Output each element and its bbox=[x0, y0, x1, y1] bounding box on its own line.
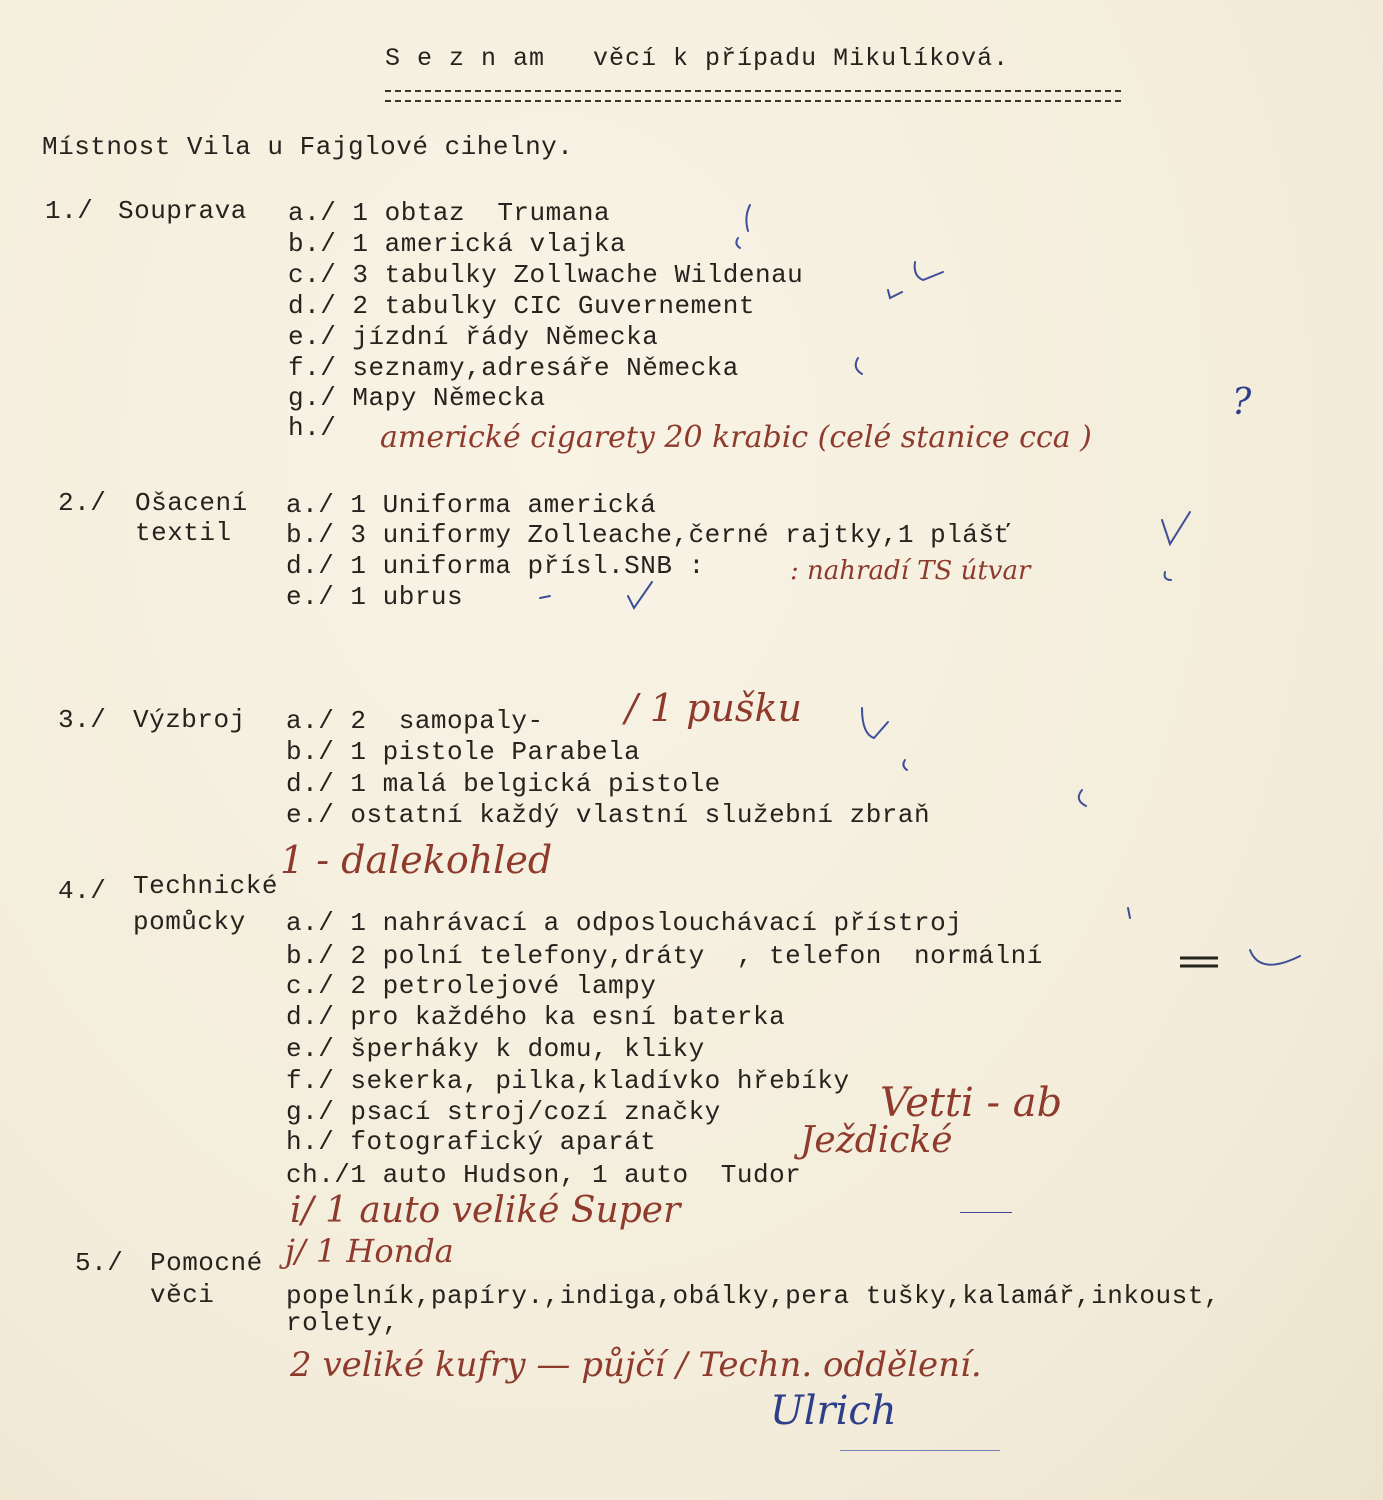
section-2-item-a: a./ 1 Uniforma americká bbox=[286, 490, 657, 520]
room-heading: Místnost Vila u Fajglové cihelny. bbox=[42, 132, 574, 162]
section-2-heading-line2: textil bbox=[135, 518, 232, 548]
check-mark-icon bbox=[888, 290, 902, 298]
check-mark-icon bbox=[1162, 512, 1190, 544]
section-4-item-ch: ch./1 auto Hudson, 1 auto Tudor bbox=[286, 1160, 802, 1190]
document-title: S e z n am věcí k případu Mikulíková. bbox=[385, 44, 1010, 73]
section-2-item-d: d./ 1 uniforma přísl.SNB : bbox=[286, 551, 705, 581]
section-1-item-a: a./ 1 obtaz Trumana bbox=[288, 198, 611, 228]
section-5-heading-line1: Pomocné bbox=[150, 1248, 263, 1278]
section-2-item-b: b./ 3 uniformy Zolleache,černé rajtky,1 plášť bbox=[286, 520, 1011, 550]
check-mark-icon bbox=[746, 205, 750, 231]
section-1-item-c: c./ 3 tabulky Zollwache Wildenau bbox=[288, 260, 804, 290]
handwritten-binoculars-note: 1 - dalekohled bbox=[280, 838, 553, 882]
section-5-items-line1: popelník,papíry.,indiga,obálky,pera tušky,kalamář,inkoust, bbox=[286, 1281, 1220, 1311]
section-1-heading: Souprava bbox=[118, 196, 247, 226]
check-mark-icon bbox=[856, 358, 862, 374]
section-4-item-e: e./ šperháky k domu, kliky bbox=[286, 1034, 705, 1064]
section-2-number: 2./ bbox=[58, 488, 107, 518]
handwritten-typewriter-note: Vetti - ab bbox=[880, 1080, 1063, 1126]
section-3-item-e: e./ ostatní každý vlastní služební zbraň bbox=[286, 800, 931, 830]
check-mark-icon bbox=[1128, 908, 1130, 918]
handwritten-car-super-note: i/ 1 auto veliké Super bbox=[290, 1190, 681, 1231]
section-5-items-line2: rolety, bbox=[286, 1308, 399, 1338]
section-4-item-g: g./ psací stroj/cozí značky bbox=[286, 1097, 721, 1127]
check-mark-icon bbox=[540, 596, 550, 598]
section-1-item-g: g./ Mapy Německa bbox=[288, 383, 546, 413]
section-4-item-b: b./ 2 polní telefony,dráty , telefon normální bbox=[286, 941, 1043, 971]
section-3-item-b: b./ 1 pistole Parabela bbox=[286, 737, 641, 767]
section-5-number: 5./ bbox=[75, 1248, 124, 1278]
section-4-item-h: h./ fotografický aparát bbox=[286, 1127, 657, 1157]
section-4-number: 4./ bbox=[58, 876, 107, 906]
check-mark-icon bbox=[862, 708, 888, 738]
handwritten-question-mark: ? bbox=[1232, 382, 1252, 423]
section-1-item-b: b./ 1 americká vlajka bbox=[288, 229, 627, 259]
check-mark-icon bbox=[915, 262, 943, 280]
check-mark-icon bbox=[903, 760, 907, 770]
section-2-item-e: e./ 1 ubrus bbox=[286, 582, 464, 612]
handwritten-snb-note: : nahradí TS útvar bbox=[790, 556, 1031, 586]
section-4-heading-line2: pomůcky bbox=[133, 907, 246, 937]
handwritten-honda-note: j/ 1 Honda bbox=[285, 1232, 454, 1270]
section-3-heading: Výzbroj bbox=[133, 705, 246, 735]
section-1-item-h: h./ bbox=[288, 413, 337, 443]
section-5-heading-line2: věci bbox=[150, 1280, 215, 1310]
section-4-item-d: d./ pro každého ka esní baterka bbox=[286, 1002, 786, 1032]
handwritten-camera-note: Ježdické bbox=[800, 1120, 953, 1161]
handwritten-suitcases-note: 2 veliké kufry — půjčí / Techn. oddělení. bbox=[290, 1345, 982, 1385]
check-mark-icon bbox=[628, 582, 652, 608]
section-3-number: 3./ bbox=[58, 705, 107, 735]
check-mark-icon bbox=[1165, 572, 1171, 580]
section-1-number: 1./ bbox=[45, 196, 94, 226]
section-4-item-f: f./ sekerka, pilka,kladívko hřebíky bbox=[286, 1066, 850, 1096]
check-mark-icon bbox=[736, 238, 740, 248]
section-2-heading-line1: Ošacení bbox=[135, 488, 248, 518]
section-4-item-c: c./ 2 petrolejové lampy bbox=[286, 971, 657, 1001]
section-4-heading-line1: Technické bbox=[133, 871, 278, 901]
strikeout-mark bbox=[1180, 958, 1218, 966]
section-3-item-d: d./ 1 malá belgická pistole bbox=[286, 769, 721, 799]
check-mark-icon bbox=[1250, 950, 1300, 965]
section-3-item-a: a./ 2 samopaly- bbox=[286, 706, 544, 736]
handwritten-rifle-note: / 1 pušku bbox=[625, 686, 802, 730]
handwritten-signature: Ulrich bbox=[770, 1388, 897, 1434]
check-mark-icon bbox=[1079, 790, 1086, 806]
section-4-item-a: a./ 1 nahrávací a odposlouchávací přístroj bbox=[286, 908, 963, 938]
section-1-item-e: e./ jízdní řády Německa bbox=[288, 322, 659, 352]
section-1-item-f: f./ seznamy,adresáře Německa bbox=[288, 353, 739, 383]
handwritten-cigarettes-note: americké cigarety 20 krabic (celé stanice cca ) bbox=[380, 420, 1092, 455]
section-1-item-d: d./ 2 tabulky CIC Guvernement bbox=[288, 291, 755, 321]
